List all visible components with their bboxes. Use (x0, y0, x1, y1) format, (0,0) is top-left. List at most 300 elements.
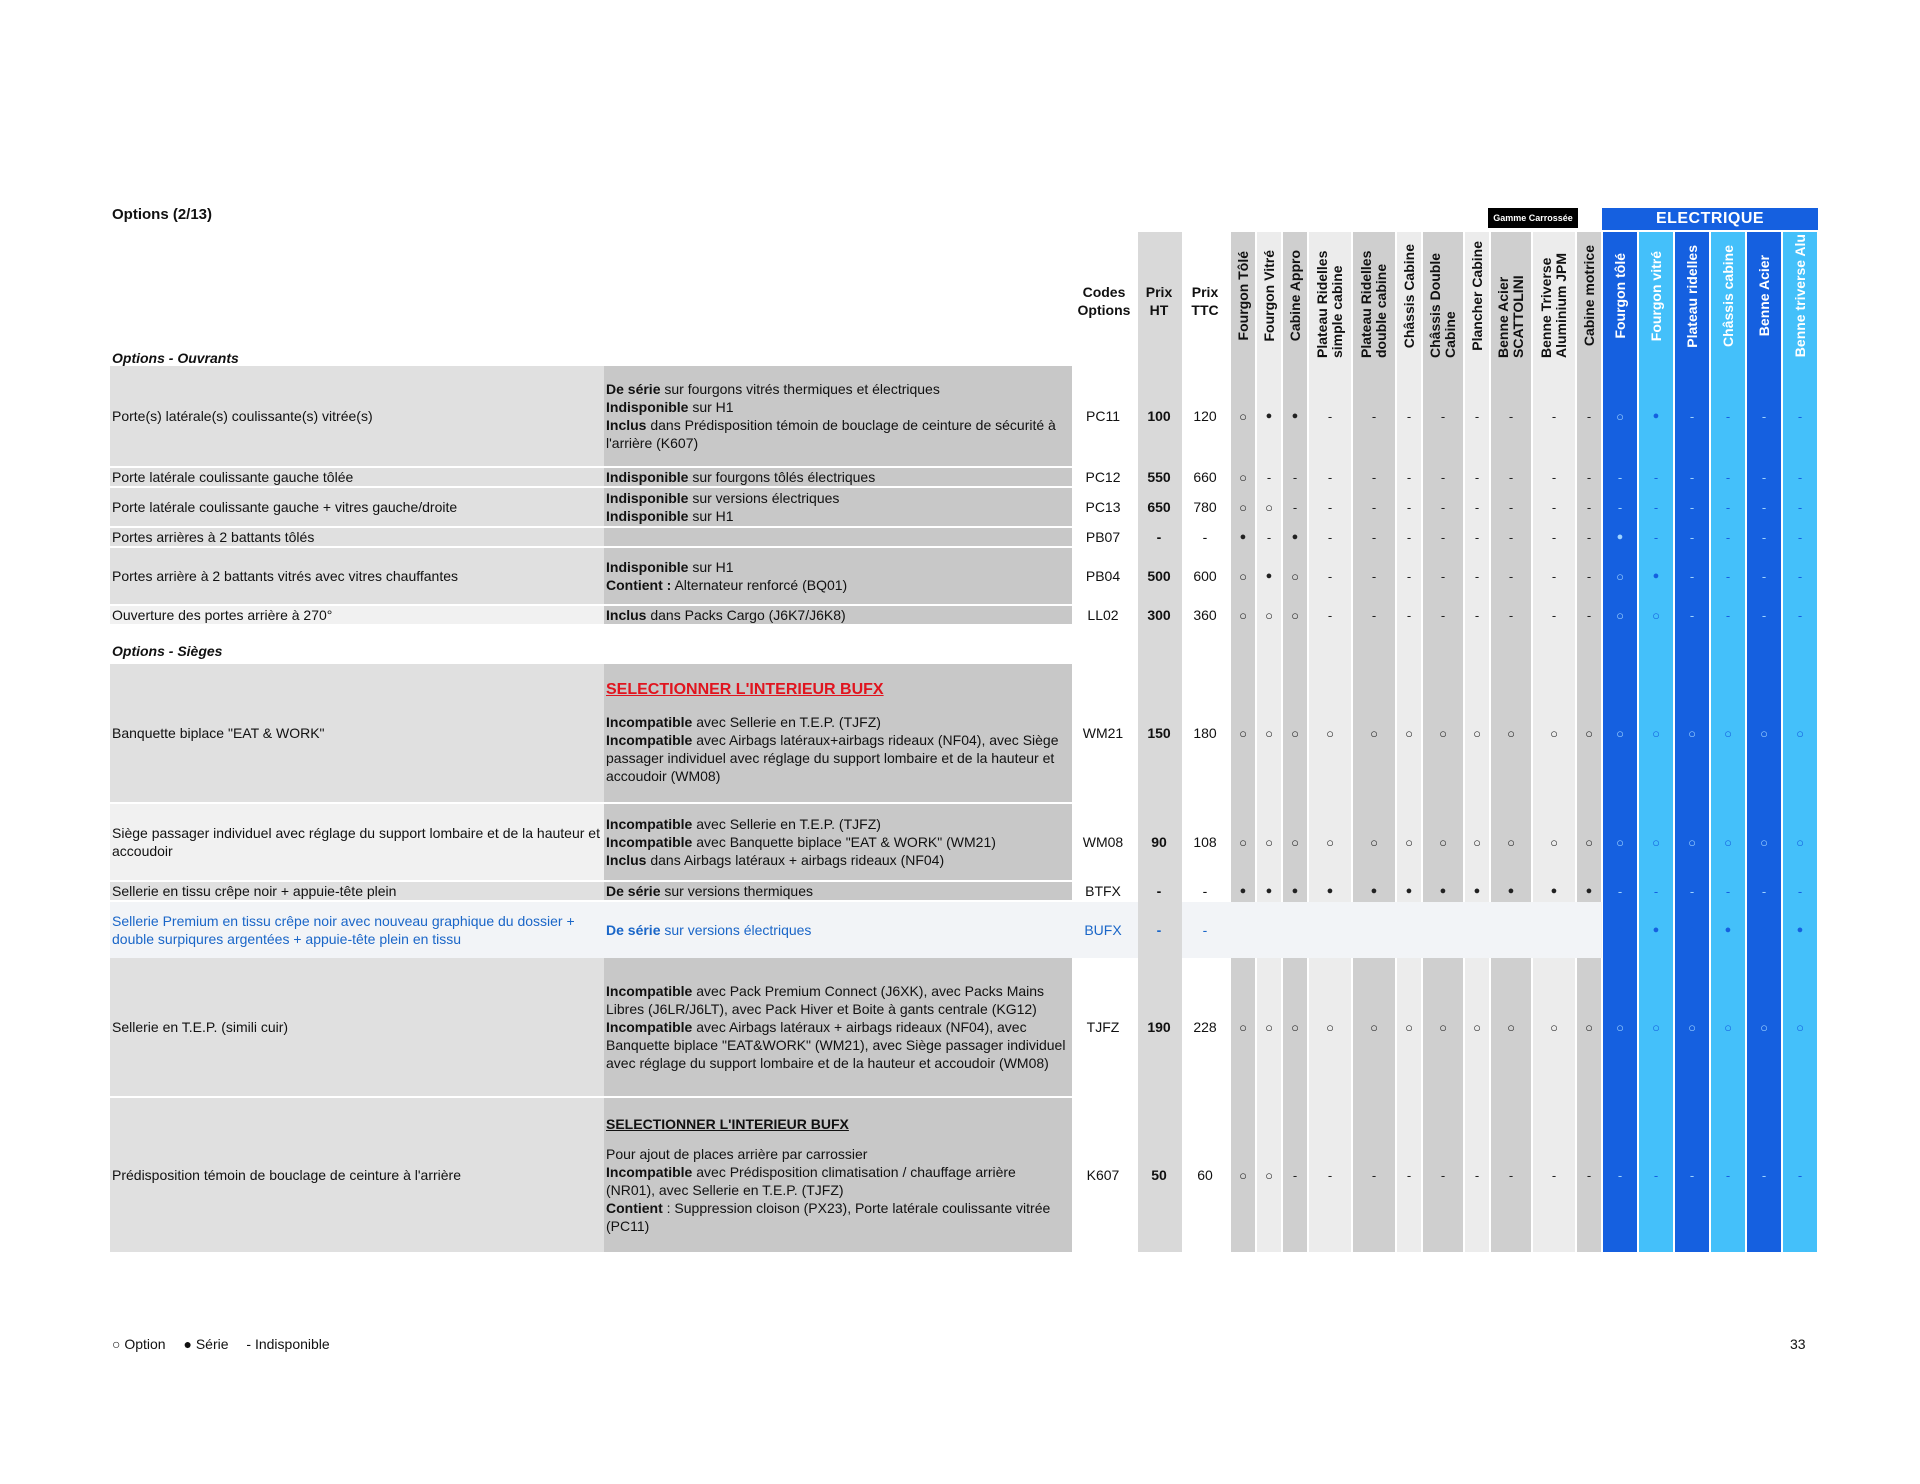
table-row (0, 606, 1920, 624)
description-line (606, 1163, 1068, 1199)
select-interior-link[interactable]: SELECTIONNER L'INTERIEUR BUFX (606, 681, 884, 698)
availability-mark: ● (1760, 924, 1768, 936)
availability-mark: ○ (1265, 1167, 1273, 1183)
availability-mark: ○ (1239, 834, 1247, 850)
description-keyword: Inclus (606, 417, 647, 433)
availability-mark: ○ (1507, 1019, 1515, 1035)
description-keyword: De série (606, 381, 661, 397)
availability-mark: - (1797, 568, 1803, 584)
availability-mark (1576, 902, 1602, 958)
option-label (110, 606, 600, 624)
column-header-label: Fourgon tôlé (1611, 253, 1628, 339)
column-header-11 (1576, 232, 1602, 360)
availability-mark: - (1761, 607, 1767, 623)
availability-mark: - (1797, 499, 1803, 515)
table-row (0, 488, 1920, 526)
price-ttc: 360 (1193, 607, 1217, 623)
availability-mark: ● (1239, 531, 1247, 543)
description-keyword: Incompatible (606, 1164, 693, 1180)
availability-mark: - (1474, 499, 1480, 515)
availability-mark: - (1266, 529, 1272, 545)
option-label-text: Portes arrières à 2 battants tôlés (112, 529, 315, 545)
availability-mark: ○ (1473, 725, 1481, 741)
availability-mark: ○ (1405, 834, 1413, 850)
option-code: TJFZ (1086, 1019, 1120, 1035)
codes-header (1072, 283, 1136, 319)
availability-mark: ○ (1507, 834, 1515, 850)
description-line (606, 576, 847, 594)
availability-mark: - (1371, 607, 1377, 623)
availability-mark: ○ (1652, 607, 1660, 623)
availability-mark: - (1653, 1167, 1659, 1183)
column-header-label: Cabine motrice (1580, 245, 1597, 347)
description-text: avec Prédisposition climatisation / chauffage arrière (NR01), avec Sellerie en T.E.P. (TJFZ) (606, 1164, 1016, 1198)
price-ttc: 780 (1193, 499, 1217, 515)
description-line (606, 1199, 1068, 1235)
availability-mark: ● (1585, 885, 1593, 897)
availability-mark: ○ (1585, 834, 1593, 850)
availability-mark: - (1292, 1167, 1298, 1183)
availability-mark: - (1797, 529, 1803, 545)
availability-mark: ○ (1724, 834, 1732, 850)
description-keyword: Indisponible (606, 559, 689, 575)
availability-mark (1352, 902, 1396, 958)
availability-mark: - (1474, 469, 1480, 485)
option-code: PB04 (1085, 568, 1121, 584)
price-ttc: 228 (1193, 1019, 1217, 1035)
option-label (110, 528, 600, 546)
availability-mark: - (1725, 499, 1731, 515)
availability-mark: - (1406, 499, 1412, 515)
availability-mark: ● (1291, 885, 1299, 897)
availability-mark: ○ (1439, 1019, 1447, 1035)
description-line (606, 982, 1068, 1018)
availability-mark: - (1474, 1167, 1480, 1183)
description-line (606, 882, 813, 900)
availability-mark: - (1689, 499, 1695, 515)
availability-mark: - (1371, 408, 1377, 424)
description-line (606, 558, 734, 576)
option-description (604, 488, 1070, 526)
availability-mark: ○ (1370, 725, 1378, 741)
availability-mark: ○ (1326, 834, 1334, 850)
availability-mark: ○ (1239, 499, 1247, 515)
column-header-label: Châssis cabine (1719, 245, 1736, 347)
description-line (606, 921, 811, 939)
availability-mark: - (1761, 883, 1767, 899)
table-row (0, 548, 1920, 604)
column-header-10 (1532, 232, 1576, 360)
description-line (606, 815, 881, 833)
availability-mark: ○ (1473, 1019, 1481, 1035)
option-description (604, 958, 1070, 1096)
option-label-text: Portes arrière à 2 battants vitrés avec vitres chauffantes (112, 568, 459, 584)
prix-ttc-header-label: Prix TTC (1191, 284, 1219, 318)
availability-mark: ○ (1265, 725, 1273, 741)
availability-mark (1396, 902, 1422, 958)
description-line (606, 851, 944, 869)
availability-mark: ○ (1239, 1019, 1247, 1035)
availability-mark: ○ (1760, 834, 1768, 850)
option-code: WM08 (1082, 834, 1124, 850)
option-label-text: Ouverture des portes arrière à 270° (112, 607, 333, 623)
page-number: 33 (1790, 1336, 1806, 1352)
option-code: BUFX (1084, 922, 1122, 938)
description-text: avec Airbags latéraux+airbags rideaux (NF04), avec Siège passager individuel avec réglage du support lombaire et de la hauteur et accoudoir (WM08) (606, 732, 1059, 784)
availability-mark: - (1327, 607, 1333, 623)
availability-mark: ○ (1616, 725, 1624, 741)
table-row (0, 804, 1920, 880)
availability-mark: - (1440, 408, 1446, 424)
table-row (0, 882, 1920, 900)
description-keyword: Incompatible (606, 834, 693, 850)
availability-mark: - (1586, 499, 1592, 515)
availability-mark: ○ (1326, 725, 1334, 741)
availability-mark: - (1440, 607, 1446, 623)
column-header-6 (1396, 232, 1422, 360)
description-keyword: Contient (606, 1200, 663, 1216)
description-text: avec Airbags latéraux + airbags rideaux (NF04), avec Banquette biplace "EAT&WORK" (WM21), avec Siège passager individuel avec réglage du support lombaire et de la hauteur et accoudoir (WM08) (606, 1019, 1066, 1071)
availability-mark: ● (1370, 885, 1378, 897)
availability-mark: ○ (1405, 1019, 1413, 1035)
column-header-label: Plateau Ridelles double cabine (1358, 250, 1389, 358)
option-label-text: Banquette biplace "EAT & WORK" (112, 725, 325, 741)
description-text: sur H1 (688, 559, 734, 575)
gamme-carrossee-badge: Gamme Carrossée (1488, 208, 1578, 228)
column-header-7 (1422, 232, 1464, 360)
availability-mark: - (1725, 469, 1731, 485)
availability-mark: - (1689, 469, 1695, 485)
availability-mark: ● (1326, 885, 1334, 897)
availability-mark: - (1292, 469, 1298, 485)
column-header-14 (1674, 232, 1710, 360)
availability-mark: ○ (1616, 607, 1624, 623)
availability-mark: - (1508, 408, 1514, 424)
availability-mark: ○ (1760, 1019, 1768, 1035)
availability-mark: ○ (1652, 725, 1660, 741)
column-header-1 (1230, 232, 1256, 360)
availability-mark: - (1725, 568, 1731, 584)
availability-mark: - (1508, 469, 1514, 485)
option-description (604, 366, 1070, 466)
availability-mark: ● (1724, 924, 1732, 936)
price-ttc: - (1202, 922, 1208, 938)
option-label-text: Siège passager individuel avec réglage du support lombaire et de la hauteur et accoudoir (112, 825, 600, 859)
availability-mark: ○ (1239, 725, 1247, 741)
availability-mark: ○ (1239, 568, 1247, 584)
availability-mark: ○ (1439, 834, 1447, 850)
availability-mark: - (1797, 469, 1803, 485)
availability-mark: ○ (1550, 725, 1558, 741)
option-label-text: Porte latérale coulissante gauche + vitres gauche/droite (112, 499, 458, 515)
availability-mark: - (1327, 408, 1333, 424)
description-text: sur H1 (688, 399, 734, 415)
column-header-3 (1282, 232, 1308, 360)
prix-ht-header (1138, 283, 1180, 319)
availability-mark: - (1551, 529, 1557, 545)
availability-mark (1532, 902, 1576, 958)
description-line (606, 416, 1068, 452)
availability-mark: - (1617, 883, 1623, 899)
availability-mark: - (1406, 1167, 1412, 1183)
availability-mark: ● (1616, 531, 1624, 543)
availability-mark: ● (1473, 885, 1481, 897)
availability-mark (1230, 902, 1256, 958)
description-text: sur H1 (688, 508, 734, 524)
availability-mark: - (1440, 529, 1446, 545)
option-code: WM21 (1082, 725, 1124, 741)
description-text: dans Prédisposition témoin de bouclage de ceinture de sécurité à l'arrière (K607) (606, 417, 1056, 451)
prix-ttc-header (1184, 283, 1226, 319)
availability-mark: - (1761, 1167, 1767, 1183)
description-line (606, 606, 846, 624)
price-ttc: - (1202, 529, 1208, 545)
availability-mark: - (1725, 883, 1731, 899)
availability-mark: - (1797, 408, 1803, 424)
availability-mark: ● (1652, 410, 1660, 422)
availability-mark: ● (1265, 410, 1273, 422)
availability-mark: - (1440, 1167, 1446, 1183)
price-ht: 550 (1147, 469, 1171, 485)
availability-mark: - (1797, 607, 1803, 623)
option-description (604, 1098, 1070, 1252)
option-label-text: Sellerie en T.E.P. (simili cuir) (112, 1019, 289, 1035)
option-label-text: Sellerie en tissu crêpe noir + appuie-tête plein (112, 883, 397, 899)
availability-mark: - (1327, 469, 1333, 485)
table-row (0, 902, 1920, 958)
availability-mark: ○ (1239, 1167, 1247, 1183)
availability-mark: - (1371, 469, 1377, 485)
description-line (606, 507, 734, 525)
description-keyword: Incompatible (606, 1019, 693, 1035)
availability-mark: - (1327, 1167, 1333, 1183)
availability-mark: ○ (1265, 1019, 1273, 1035)
description-line (606, 713, 881, 731)
availability-mark: - (1508, 607, 1514, 623)
description-line (606, 398, 734, 416)
description-text: : Suppression cloison (PX23), Porte latérale coulissante vitrée (PC11) (606, 1200, 1051, 1234)
availability-mark: - (1266, 469, 1272, 485)
availability-mark: - (1689, 1167, 1695, 1183)
price-ht: 100 (1147, 408, 1171, 424)
availability-mark: - (1371, 568, 1377, 584)
description-text: Pour ajout de places arrière par carrossier (606, 1146, 868, 1162)
availability-mark: ○ (1291, 568, 1299, 584)
option-description (604, 606, 1070, 624)
option-code: BTFX (1085, 883, 1121, 899)
availability-mark: - (1440, 499, 1446, 515)
availability-mark: ○ (1473, 834, 1481, 850)
availability-mark: ○ (1796, 725, 1804, 741)
availability-mark: - (1761, 529, 1767, 545)
column-header-16 (1746, 232, 1782, 360)
option-description (604, 804, 1070, 880)
availability-mark: - (1406, 568, 1412, 584)
availability-mark: - (1327, 499, 1333, 515)
availability-mark: ○ (1652, 1019, 1660, 1035)
price-ht: 300 (1147, 607, 1171, 623)
availability-mark: ○ (1796, 834, 1804, 850)
table-row (0, 1098, 1920, 1252)
availability-mark: - (1371, 1167, 1377, 1183)
description-text: avec Pack Premium Connect (J6XK), avec Packs Mains Libres (J6LR/J6LT), avec Pack Hiver et Boite à gants centrale (KG12) (606, 983, 1045, 1017)
availability-mark: ○ (1724, 725, 1732, 741)
description-keyword: Indisponible (606, 490, 689, 506)
price-ttc: 60 (1197, 1167, 1213, 1183)
availability-mark: ○ (1405, 725, 1413, 741)
column-header-17 (1782, 232, 1818, 360)
description-text: avec Sellerie en T.E.P. (TJFZ) (692, 816, 881, 832)
availability-mark: - (1551, 408, 1557, 424)
availability-mark: - (1725, 408, 1731, 424)
availability-mark: - (1586, 1167, 1592, 1183)
availability-mark: ● (1796, 924, 1804, 936)
availability-mark: - (1586, 568, 1592, 584)
option-label (110, 488, 600, 526)
availability-mark: - (1689, 607, 1695, 623)
availability-mark: - (1551, 469, 1557, 485)
description-text: dans Packs Cargo (J6K7/J6K8) (646, 607, 846, 623)
availability-mark: - (1406, 607, 1412, 623)
option-label (110, 902, 600, 958)
availability-mark: ○ (1585, 725, 1593, 741)
availability-mark: - (1508, 1167, 1514, 1183)
availability-mark: - (1292, 499, 1298, 515)
table-row (0, 366, 1920, 466)
availability-mark: ○ (1688, 1019, 1696, 1035)
option-label (110, 548, 600, 604)
availability-mark: ● (1652, 570, 1660, 582)
price-ht: - (1156, 922, 1162, 938)
availability-mark: ● (1265, 885, 1273, 897)
availability-mark: - (1586, 408, 1592, 424)
availability-mark (1308, 902, 1352, 958)
availability-mark: ○ (1265, 499, 1273, 515)
availability-mark: - (1508, 568, 1514, 584)
availability-mark: - (1689, 408, 1695, 424)
description-line (606, 1018, 1068, 1072)
availability-mark: - (1725, 529, 1731, 545)
column-header-4 (1308, 232, 1352, 360)
option-code: PC13 (1085, 499, 1121, 515)
availability-mark: - (1508, 499, 1514, 515)
description-text: Alternateur renforcé (BQ01) (671, 577, 848, 593)
availability-mark: - (1371, 529, 1377, 545)
description-line (606, 731, 1068, 785)
availability-mark: - (1551, 568, 1557, 584)
availability-mark: - (1327, 568, 1333, 584)
description-keyword: Incompatible (606, 714, 693, 730)
column-header-label: Châssis Cabine (1400, 243, 1417, 349)
price-ttc: 120 (1193, 408, 1217, 424)
select-interior-link[interactable]: SELECTIONNER L'INTERIEUR BUFX (606, 1116, 849, 1132)
column-header-label: Plateau Ridelles simple cabine (1314, 250, 1345, 358)
description-line (606, 380, 940, 398)
table-row (0, 528, 1920, 546)
option-label (110, 804, 600, 880)
availability-mark: ○ (1616, 568, 1624, 584)
availability-mark: ○ (1291, 834, 1299, 850)
availability-mark: ○ (1370, 834, 1378, 850)
availability-mark: - (1797, 1167, 1803, 1183)
availability-mark: - (1617, 469, 1623, 485)
option-description (604, 548, 1070, 604)
description-text: dans Airbags latéraux + airbags rideaux (NF04) (646, 852, 945, 868)
availability-mark: ○ (1585, 1019, 1593, 1035)
availability-mark: - (1617, 499, 1623, 515)
column-header-5 (1352, 232, 1396, 360)
column-header-label: Benne triverse Alu (1791, 234, 1808, 358)
price-ht: 190 (1147, 1019, 1171, 1035)
availability-mark: ○ (1616, 1019, 1624, 1035)
price-ht: 650 (1147, 499, 1171, 515)
option-label (110, 1098, 600, 1252)
description-keyword: Inclus (606, 852, 647, 868)
description-line (606, 468, 875, 486)
column-header-15 (1710, 232, 1746, 360)
availability-mark: - (1586, 529, 1592, 545)
availability-mark: ● (1688, 924, 1696, 936)
description-keyword: De série (606, 922, 661, 938)
availability-mark: - (1689, 883, 1695, 899)
availability-mark: - (1653, 529, 1659, 545)
column-header-9 (1490, 232, 1532, 360)
availability-mark: - (1761, 408, 1767, 424)
availability-mark: - (1406, 529, 1412, 545)
description-keyword: Indisponible (606, 469, 689, 485)
price-ttc: 600 (1193, 568, 1217, 584)
availability-mark: ○ (1370, 1019, 1378, 1035)
legend (112, 1336, 344, 1352)
availability-mark: ● (1239, 885, 1247, 897)
price-ttc: - (1202, 883, 1208, 899)
availability-mark: ○ (1760, 725, 1768, 741)
column-header-label: Fourgon Vitré (1260, 250, 1277, 342)
section-ouvrants: Options - Ouvrants (112, 350, 239, 366)
option-code: LL02 (1087, 607, 1119, 623)
column-header-label: Fourgon vitré (1647, 250, 1664, 342)
section-sieges: Options - Sièges (112, 643, 223, 659)
availability-mark: - (1440, 568, 1446, 584)
codes-header-label: Codes Options (1077, 284, 1131, 318)
availability-mark: - (1551, 607, 1557, 623)
option-label (110, 366, 600, 466)
availability-mark (1490, 902, 1532, 958)
electrique-banner: ELECTRIQUE (1602, 208, 1818, 230)
availability-mark: ○ (1688, 725, 1696, 741)
description-keyword: Indisponible (606, 399, 689, 415)
option-description (604, 468, 1070, 486)
price-ttc: 108 (1193, 834, 1217, 850)
price-ht: - (1156, 529, 1162, 545)
option-label (110, 882, 600, 900)
availability-mark: - (1406, 469, 1412, 485)
option-description (604, 664, 1070, 802)
availability-mark: ○ (1616, 834, 1624, 850)
option-label (110, 958, 600, 1096)
availability-mark: ○ (1291, 725, 1299, 741)
availability-mark: ○ (1239, 469, 1247, 485)
table-row (0, 468, 1920, 486)
option-label-text: Porte latérale coulissante gauche tôlée (112, 469, 354, 485)
availability-mark: - (1725, 607, 1731, 623)
column-header-label: Fourgon Tôlé (1234, 251, 1251, 341)
availability-mark: ○ (1239, 607, 1247, 623)
description-keyword: Inclus (606, 607, 647, 623)
availability-mark (1256, 902, 1282, 958)
option-label-text: Prédisposition témoin de bouclage de ceinture à l'arrière (112, 1167, 461, 1183)
option-code: PC11 (1086, 408, 1120, 424)
